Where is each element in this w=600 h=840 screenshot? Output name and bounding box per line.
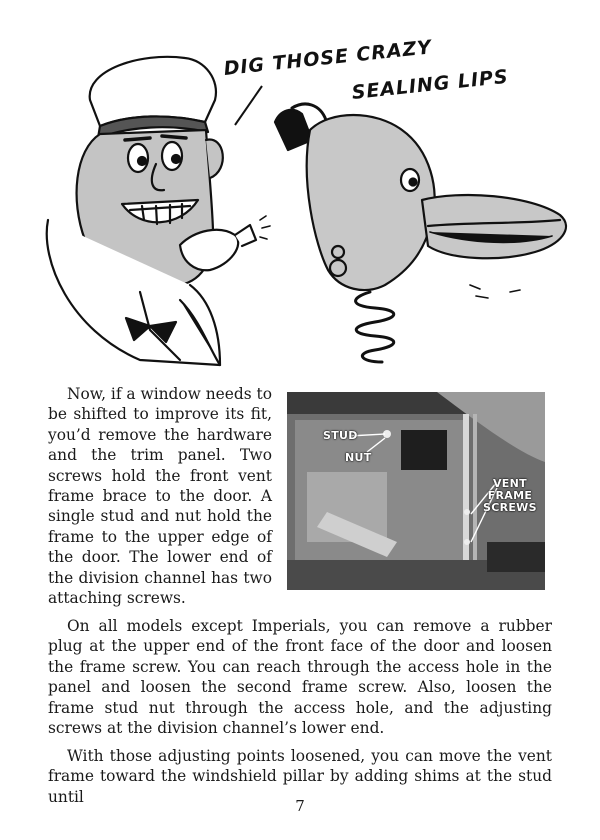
cartoon-caption-line2: SEALING LIPS	[350, 65, 510, 104]
paragraph-adjusting: With those adjusting points loosened, you can move the vent frame toward the windshield pillar by adding shims at the stud until	[48, 747, 552, 806]
cartoon-caption	[222, 36, 585, 122]
photo-label-vent: VENT	[492, 477, 527, 490]
photo-label-stud: STUD	[323, 429, 358, 442]
sealing-lips-character	[275, 104, 566, 362]
photo-label-frame: FRAME	[487, 489, 533, 502]
photo-label-vent-frame-screws	[483, 478, 537, 514]
paragraph-intro: Now, if a window needs to be shifted to improve its fit, you’d remove the hardware and the trim panel. Two screws hold the front vent frame brace to the door. A single stud and nut hold the frame to the upper edge of the door. The lower end of the division channel has two attaching screws.	[48, 385, 272, 608]
page-number: 7	[295, 797, 305, 815]
paragraph-imperials: On all models except Imperials, you can remove a rubber plug at the upper end of the front face of the door and loosen the frame screw. You can reach through the access hole in the panel and loosen the second frame screw. Also, loosen the frame stud nut through the access hole, and the adjusting screws at the division channel’s lower end.	[48, 617, 552, 738]
photo-label-nut: NUT	[345, 451, 372, 464]
photo-label-screws: SCREWS	[483, 501, 537, 514]
door-photo	[287, 392, 545, 590]
cartoon-caption-line1: DIG THOSE CRAZY	[222, 36, 434, 80]
